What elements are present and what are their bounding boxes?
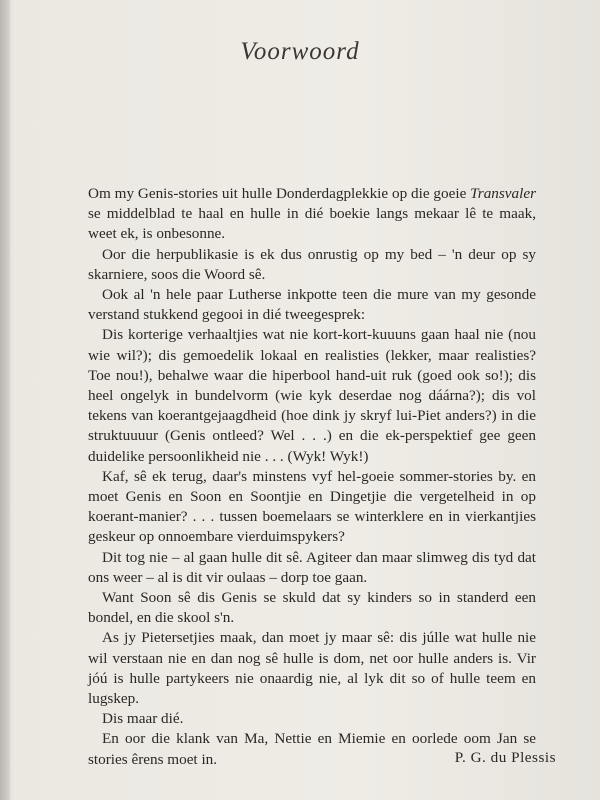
paragraph: Ook al 'n hele paar Lutherse inkpotte teen die mure van my gesonde verstand stukkend gegooi in dié tweegesprek: bbox=[88, 286, 536, 324]
paragraph: Oor die herpublikasie is ek dus onrustig op my bed – 'n deur op sy skarniere, soos die Woord sê. bbox=[88, 245, 536, 283]
paragraph: Want Soon sê dis Genis se skuld dat sy kinders so in standerd een bondel, en die skool s'n. bbox=[88, 589, 536, 627]
foreword-body bbox=[88, 184, 536, 770]
paragraph: Dit tog nie – al gaan hulle dit sê. Agiteer dan maar slimweg dis tyd dat ons weer – al is dit vir oulaas – dorp toe gaan. bbox=[88, 548, 536, 586]
author-signature: P. G. du Plessis bbox=[454, 749, 556, 766]
page-gutter-edge bbox=[0, 0, 10, 800]
paragraph: En oor die klank van Ma, Nettie en Miemie en oorlede oom Jan se stories êrens moet in. bbox=[88, 730, 536, 768]
paragraph: Dis maar dié. bbox=[102, 710, 184, 728]
page-title: Voorwoord bbox=[240, 38, 360, 65]
paragraph: Kaf, sê ek terug, daar's minstens vyf hel-goeie sommer-stories by. en moet Genis en Soon en Soontjie en Dingetjie die vergetelheid in op koerant-manier? . . . tussen boemelaars se winterklere en in vierkantjies geskeur op onnoembare vierduimspykers? bbox=[88, 467, 536, 546]
paragraph: As jy Pietersetjies maak, dan moet jy maar sê: dis júlle wat hulle nie wil verstaan nie en dan nog sê hulle is dom, net oor hulle anders is. Vir jóú is hulle partykeers nie onaardig nie, al lyk dit so of hulle teem en lugskep. bbox=[88, 629, 536, 708]
paragraph: Om my Genis-stories uit hulle Donderdagplekkie op die goeie Transvaler se middelblad te haal en hulle in dié boekie langs mekaar lê te maak, weet ek, is onbesonne. bbox=[88, 185, 536, 243]
paragraph: Dis korterige verhaaltjies wat nie kort-kort-kuuuns gaan haal nie (nou wie wil?); dis gemoedelik lokaal en realisties (lekker, maar realisties? Toe nou!), behalwe waar die hiperbool hand-uit ruk (goed ook so!); dis heel ongelyk in bundelvorm (wie kyk deserdae nog dáárna?); dis vol tekens van koerantgejaagdheid (hoe dink jy skryf lui-Piet anders?) in die struktuuuur (Genis ontleed? Wel . . .) en die ek-perspektief gee geen duidelike persoonlikheid nie . . . (Wyk! Wyk!) bbox=[88, 326, 536, 465]
